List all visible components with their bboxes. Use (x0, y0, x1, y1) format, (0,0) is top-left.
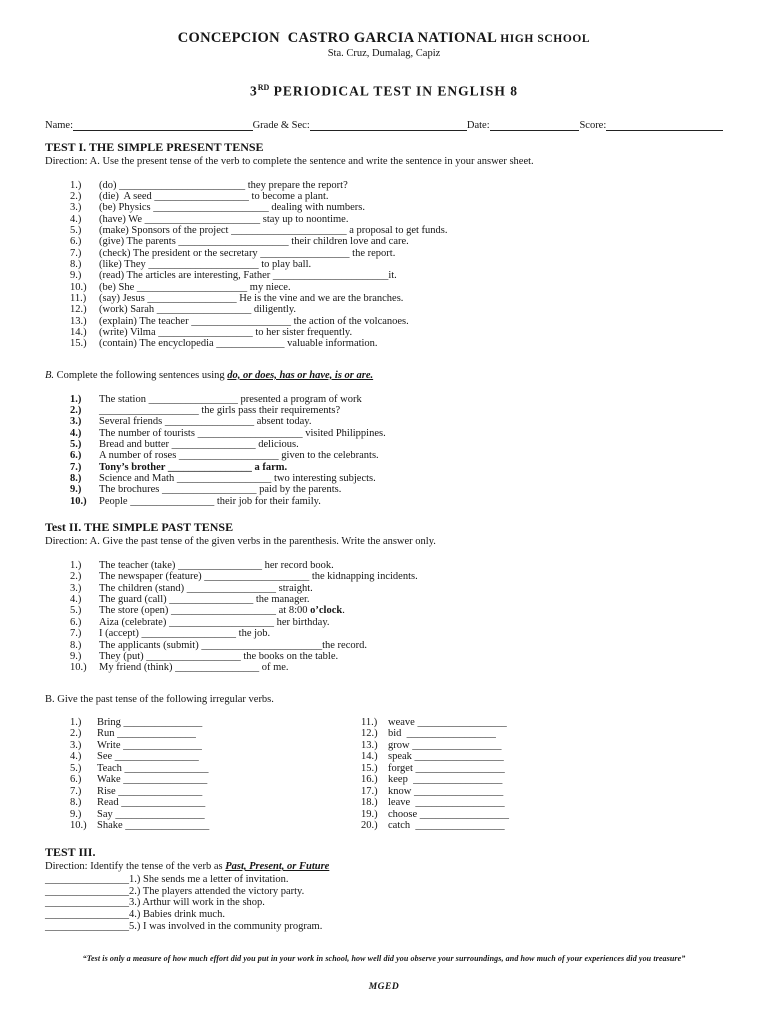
verb-item: 10.) Shake ________________ (70, 820, 210, 832)
test-item: 3.) (be) Physics ______________________ dealing with numbers. (70, 202, 365, 214)
verb-item: 12.) bid _________________ (361, 728, 496, 740)
test-item: ________________2.) The players attended the victory party. (45, 885, 305, 897)
footer-quote: “Test is only a measure of how much effort did you put in your work in school, how well did you observe your surroundings, and how much of your experiences did you treasure” (82, 953, 686, 963)
verb-item: 13.) grow _________________ (361, 739, 502, 751)
test-item: 5.) The store (open) ____________________ at 8:00 o’clock. (70, 605, 345, 617)
score-label: Score: (579, 119, 607, 131)
verb-item: 18.) leave _________________ (361, 797, 505, 809)
test-item: 4.) The guard (call) ________________ the manager. (70, 594, 310, 606)
test-item: 4.) The number of tourists ____________________ visited Philippines. (70, 427, 386, 439)
test-item: 2.) The newspaper (feature) ____________________ the kidnapping incidents. (70, 571, 418, 583)
test-item: 2.) (die) A seed __________________ to become a plant. (70, 190, 329, 202)
test-item: 10.) My friend (think) ________________ of me. (70, 662, 289, 674)
test-item: 1.) (do) ________________________ they prepare the report? (70, 179, 348, 191)
test-item: 5.) Bread and butter ________________ delicious. (70, 439, 299, 451)
verb-item: 15.) forget _________________ (361, 762, 505, 774)
irregular-verbs-right-column (361, 717, 723, 832)
test-item: 6.) Aiza (celebrate) ____________________ her birthday. (70, 616, 330, 628)
test-item: 4.) (have) We ______________________ stay up to noontime. (70, 213, 349, 225)
author-initials: MGED (368, 981, 400, 992)
doc-title-text: PERIODICAL TEST IN ENGLISH 8 (269, 83, 518, 99)
date-label: Date: (466, 119, 490, 131)
test-item: 1.) The teacher (take) ________________ her record book. (70, 560, 334, 572)
verb-item: 20.) catch _________________ (361, 820, 505, 832)
school-name (45, 30, 723, 47)
test-item: 9.) The brochures __________________ paid by the parents. (70, 484, 342, 496)
test-item: 11.) (say) Jesus _________________ He is the vine and we are the branches. (70, 292, 404, 304)
irregular-verbs-list (70, 717, 723, 832)
score-blank (606, 119, 723, 131)
verb-item: 5.) Teach ________________ (70, 762, 209, 774)
doc-title-ordinal: RD (257, 83, 270, 92)
doc-title (45, 83, 723, 100)
test2a-items (70, 560, 723, 673)
test-item: 9.) (read) The articles are interesting, Father ______________________it. (70, 270, 397, 282)
verb-item: 14.) speak _________________ (361, 751, 504, 763)
test-item: 6.) (give) The parents _____________________ their children love and care. (70, 236, 409, 248)
test-item: 14.) (write) Vilma __________________ to her sister frequently. (70, 326, 353, 338)
test-item: ________________4.) Babies drink much. (45, 909, 225, 921)
verb-item: 8.) Read ________________ (70, 797, 206, 809)
test1b-heading: B. Complete the following sentences using do, or does, has or have, is or are. (45, 369, 374, 381)
test3-heading: TEST III. (45, 845, 96, 859)
school-name-main: CONCEPCION CASTRO GARCIA NATIONAL (177, 30, 501, 46)
date-blank (490, 119, 580, 131)
test-item: 8.) Science and Math __________________ two interesting subjects. (70, 473, 376, 485)
test1b-items (70, 394, 723, 507)
test2b-heading: B. Give the past tense of the following irregular verbs. (45, 693, 274, 705)
test1a-items (70, 180, 723, 350)
test-item: 7.) (check) The president or the secretary _________________ the report. (70, 247, 396, 259)
name-blank (73, 119, 253, 131)
test-item: 8.) The applicants (submit) _______________________the record. (70, 639, 367, 651)
grade-sec-blank (310, 119, 467, 131)
student-info-row (45, 119, 723, 131)
verb-item: 6.) Wake ________________ (70, 774, 208, 786)
test-item: 9.) They (put) __________________ the books on the table. (70, 650, 339, 662)
test-item: ________________5.) I was involved in the community program. (45, 920, 323, 932)
test-item: 10.) (be) She _____________________ my niece. (70, 281, 291, 293)
name-label: Name: (45, 119, 73, 131)
verb-item: 11.) weave _________________ (361, 716, 507, 728)
tense-choices: Past, Present, or Future (225, 861, 330, 872)
test-item: 3.) The children (stand) _________________ straight. (70, 582, 313, 594)
verb-item: 19.) choose _________________ (361, 808, 510, 820)
test-item: 15.) (contain) The encyclopedia _____________ valuable information. (70, 338, 378, 350)
test1-heading: TEST I. THE SIMPLE PRESENT TENSE (45, 139, 264, 154)
test-item: 1.) The station _________________ presented a program of work (70, 393, 362, 405)
test-item: 7.) I (accept) __________________ the job. (70, 628, 271, 640)
verb-item: 7.) Rise ________________ (70, 785, 203, 797)
test-item: ________________3.) Arthur will work in the shop. (45, 897, 265, 909)
test2-direction: Direction: A. Give the past tense of the given verbs in the parenthesis. Write the answer only. (45, 536, 436, 548)
test-item: 2.) ___________________ the girls pass their requirements? (70, 405, 341, 416)
test-item: 7.) Tony’s brother ________________ a farm. (70, 461, 288, 473)
doc-title-number: 3 (249, 83, 258, 99)
grade-sec-label: Grade & Sec: (252, 119, 310, 131)
test-item: 8.) (like) They _____________________ to play ball. (70, 258, 312, 270)
verb-item: 1.) Bring _______________ (70, 716, 203, 728)
test2-heading: Test II. THE SIMPLE PAST TENSE (45, 520, 234, 535)
test3-direction: Direction: Identify the tense of the verb as Past, Present, or Future (45, 861, 330, 872)
test-item: 10.) People ________________ their job for their family. (70, 495, 321, 507)
verb-item: 2.) Run _______________ (70, 728, 196, 740)
test-item: 12.) (work) Sarah __________________ diligently. (70, 304, 297, 316)
verb-item: 17.) know _________________ (361, 785, 504, 797)
verb-item: 9.) Say _________________ (70, 808, 205, 820)
school-name-small: HIGH SCHOOL (500, 33, 591, 45)
verb-item: 4.) See ________________ (70, 751, 199, 763)
test1-direction: Direction: A. Use the present tense of the verb to complete the sentence and write the sentence in your answer sheet. (45, 155, 534, 167)
test-item: 13.) (explain) The teacher ___________________ the action of the volcanoes. (70, 315, 409, 327)
verb-choices: do, or does, has or have, is or are. (227, 369, 374, 381)
test-item: 3.) Several friends _________________ absent today. (70, 416, 312, 428)
test3-items (45, 874, 723, 933)
irregular-verbs-left-column (70, 717, 361, 832)
verb-item: 16.) keep _________________ (361, 774, 503, 786)
test-item: ________________1.) She sends me a letter of invitation. (45, 874, 289, 885)
school-address: Sta. Cruz, Dumalag, Capiz (327, 48, 441, 59)
verb-item: 3.) Write _______________ (70, 739, 202, 751)
test-item: 5.) (make) Sponsors of the project ______________________ a proposal to get funds. (70, 224, 448, 236)
test-item: 6.) A number of roses ___________________ given to the celebrants. (70, 450, 379, 462)
